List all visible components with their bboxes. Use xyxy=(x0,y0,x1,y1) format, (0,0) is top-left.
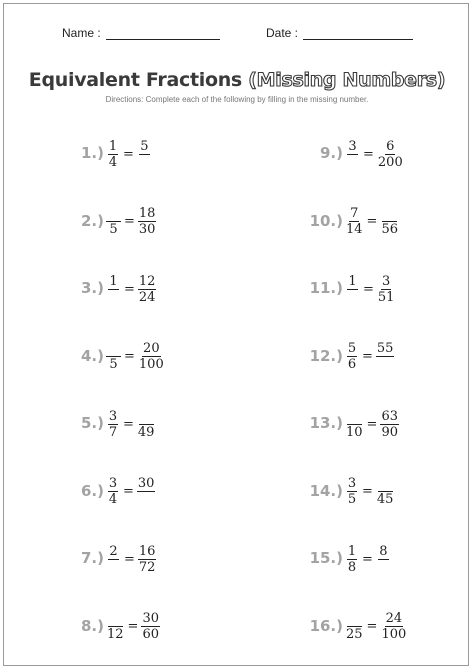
left-fraction xyxy=(345,544,359,575)
left-fraction xyxy=(106,139,120,170)
denominator: 4 xyxy=(108,154,118,170)
left-fraction xyxy=(106,476,120,507)
equation xyxy=(106,602,160,652)
denominator: 51 xyxy=(377,289,395,305)
right-fraction xyxy=(138,341,165,372)
equation xyxy=(106,129,152,179)
missing-numerator-blank[interactable] xyxy=(347,611,362,627)
date-blank-line[interactable] xyxy=(303,27,413,40)
equation xyxy=(345,129,404,179)
right-fraction xyxy=(376,476,395,507)
equals-sign: = xyxy=(123,416,134,432)
denominator: 25 xyxy=(346,627,363,642)
denominator: 5 xyxy=(109,357,118,372)
equation xyxy=(106,197,156,247)
numerator: 6 xyxy=(386,138,395,154)
missing-denominator-blank[interactable] xyxy=(106,290,121,305)
numerator: 16 xyxy=(138,543,156,559)
missing-denominator-blank[interactable] xyxy=(345,290,360,305)
numerator: 30 xyxy=(142,611,159,626)
left-fraction xyxy=(345,341,359,372)
left-fraction xyxy=(106,611,125,642)
missing-numerator-blank[interactable] xyxy=(382,206,397,222)
problem-number: 15.) xyxy=(309,549,343,567)
right-fraction xyxy=(377,274,396,305)
left-fraction xyxy=(106,341,121,372)
missing-numerator-blank[interactable] xyxy=(106,341,121,357)
denominator: 45 xyxy=(376,492,394,507)
denominator: 7 xyxy=(108,424,118,440)
equals-sign: = xyxy=(366,416,378,432)
numerator: 1 xyxy=(348,273,357,289)
left-fraction xyxy=(106,544,121,575)
equals-sign: = xyxy=(366,214,378,229)
title-main: Equivalent Fractions xyxy=(28,69,242,91)
denominator: 200 xyxy=(377,154,403,170)
numerator: 2 xyxy=(109,543,118,559)
equals-sign: = xyxy=(124,551,135,567)
right-fraction xyxy=(141,611,160,642)
missing-denominator-blank[interactable] xyxy=(345,155,360,170)
denominator: 72 xyxy=(138,559,156,575)
name-label: Name : xyxy=(62,26,101,40)
denominator: 8 xyxy=(347,559,357,575)
denominator: 12 xyxy=(107,627,124,642)
denominator: 5 xyxy=(347,492,357,507)
missing-denominator-blank[interactable] xyxy=(106,560,121,575)
problem-number: 12.) xyxy=(309,346,343,365)
numerator: 30 xyxy=(137,476,155,491)
problem-number: 13.) xyxy=(309,414,343,432)
denominator: 100 xyxy=(381,627,407,642)
equation xyxy=(106,399,155,449)
denominator: 30 xyxy=(138,222,156,237)
left-fraction xyxy=(345,139,360,170)
right-fraction xyxy=(138,274,157,305)
equation xyxy=(106,534,156,584)
problem-number: 16.) xyxy=(309,616,343,635)
equation xyxy=(345,467,394,517)
missing-numerator-blank[interactable] xyxy=(106,206,121,222)
date-label: Date : xyxy=(266,26,299,40)
denominator: 6 xyxy=(347,357,357,372)
denominator: 5 xyxy=(109,222,118,237)
denominator: 56 xyxy=(381,222,398,237)
problem-number: 14.) xyxy=(309,481,343,500)
right-fraction xyxy=(137,476,156,507)
equation xyxy=(345,197,399,247)
numerator: 63 xyxy=(381,408,398,424)
right-fraction xyxy=(380,611,407,642)
equals-sign: = xyxy=(127,619,139,634)
left-fraction xyxy=(345,476,359,507)
equals-sign: = xyxy=(363,281,374,297)
problem-number: 7.) xyxy=(81,549,104,567)
denominator: 4 xyxy=(108,492,118,507)
problem-number: 1.) xyxy=(81,144,104,162)
equation xyxy=(106,332,165,382)
missing-denominator-blank[interactable] xyxy=(376,560,391,575)
equation xyxy=(345,399,399,449)
missing-denominator-blank[interactable] xyxy=(137,155,152,170)
numerator: 7 xyxy=(350,206,359,221)
problem-number: 6.) xyxy=(81,481,104,500)
right-fraction xyxy=(376,341,395,372)
problem-number: 10.) xyxy=(309,211,343,230)
name-field[interactable] xyxy=(62,26,220,40)
right-fraction xyxy=(137,139,152,170)
numerator: 5 xyxy=(347,341,357,356)
left-fraction xyxy=(345,409,364,440)
missing-denominator-blank[interactable] xyxy=(378,357,393,372)
denominator: 90 xyxy=(381,424,398,440)
left-fraction xyxy=(345,274,360,305)
equals-sign: = xyxy=(123,484,134,499)
equation xyxy=(106,264,156,314)
left-fraction xyxy=(345,206,364,237)
numerator: 3 xyxy=(108,476,118,491)
problem-number: 8.) xyxy=(81,616,104,635)
worksheet-title xyxy=(0,69,474,91)
numerator: 3 xyxy=(347,476,357,491)
right-fraction xyxy=(138,206,157,237)
equals-sign: = xyxy=(362,484,373,499)
denominator: 14 xyxy=(346,222,363,237)
numerator: 1 xyxy=(109,273,118,289)
directions-text: Directions: Complete each of the following by filling in the missing number. xyxy=(105,95,369,104)
problem-number: 2.) xyxy=(81,211,104,230)
numerator: 8 xyxy=(379,543,388,559)
numerator: 5 xyxy=(140,138,149,154)
equals-sign: = xyxy=(123,146,134,162)
missing-denominator-blank[interactable] xyxy=(139,492,154,507)
equals-sign: = xyxy=(124,214,135,229)
left-fraction xyxy=(106,409,120,440)
numerator: 20 xyxy=(143,341,160,356)
equals-sign: = xyxy=(362,551,373,567)
numerator: 12 xyxy=(138,273,156,289)
denominator: 49 xyxy=(137,424,155,440)
left-fraction xyxy=(345,611,364,642)
problem-number: 11.) xyxy=(309,279,343,297)
denominator: 60 xyxy=(142,627,159,642)
denominator: 100 xyxy=(138,357,164,372)
right-fraction xyxy=(376,544,391,575)
name-blank-line[interactable] xyxy=(106,27,220,40)
denominator: 24 xyxy=(138,289,156,305)
equals-sign: = xyxy=(366,619,378,634)
numerator: 1 xyxy=(347,543,357,559)
missing-numerator-blank[interactable] xyxy=(378,476,393,492)
right-fraction xyxy=(380,409,399,440)
right-fraction xyxy=(380,206,399,237)
equation xyxy=(345,332,394,382)
date-field[interactable] xyxy=(266,26,413,40)
missing-numerator-blank[interactable] xyxy=(108,611,123,627)
numerator: 3 xyxy=(348,138,357,154)
numerator: 3 xyxy=(108,408,118,424)
equation xyxy=(345,602,407,652)
problem-number: 4.) xyxy=(81,346,104,365)
left-fraction xyxy=(106,274,121,305)
denominator: 10 xyxy=(346,424,363,440)
equation xyxy=(345,534,391,584)
problem-number: 5.) xyxy=(81,414,104,432)
missing-numerator-blank[interactable] xyxy=(139,409,154,425)
right-fraction xyxy=(377,139,404,170)
numerator: 18 xyxy=(138,206,156,221)
numerator: 24 xyxy=(385,611,403,626)
equals-sign: = xyxy=(362,349,373,364)
right-fraction xyxy=(137,409,156,440)
equation xyxy=(106,467,155,517)
equals-sign: = xyxy=(124,281,135,297)
title-sub: (Missing Numbers) xyxy=(248,69,446,91)
problem-number: 9.) xyxy=(320,144,343,162)
problem-number: 3.) xyxy=(81,279,104,297)
equation xyxy=(345,264,395,314)
numerator: 55 xyxy=(376,341,394,356)
right-fraction xyxy=(138,544,157,575)
left-fraction xyxy=(106,206,121,237)
missing-numerator-blank[interactable] xyxy=(347,409,362,425)
equals-sign: = xyxy=(363,146,374,162)
numerator: 3 xyxy=(382,273,391,289)
equals-sign: = xyxy=(124,349,135,364)
numerator: 1 xyxy=(108,138,118,154)
